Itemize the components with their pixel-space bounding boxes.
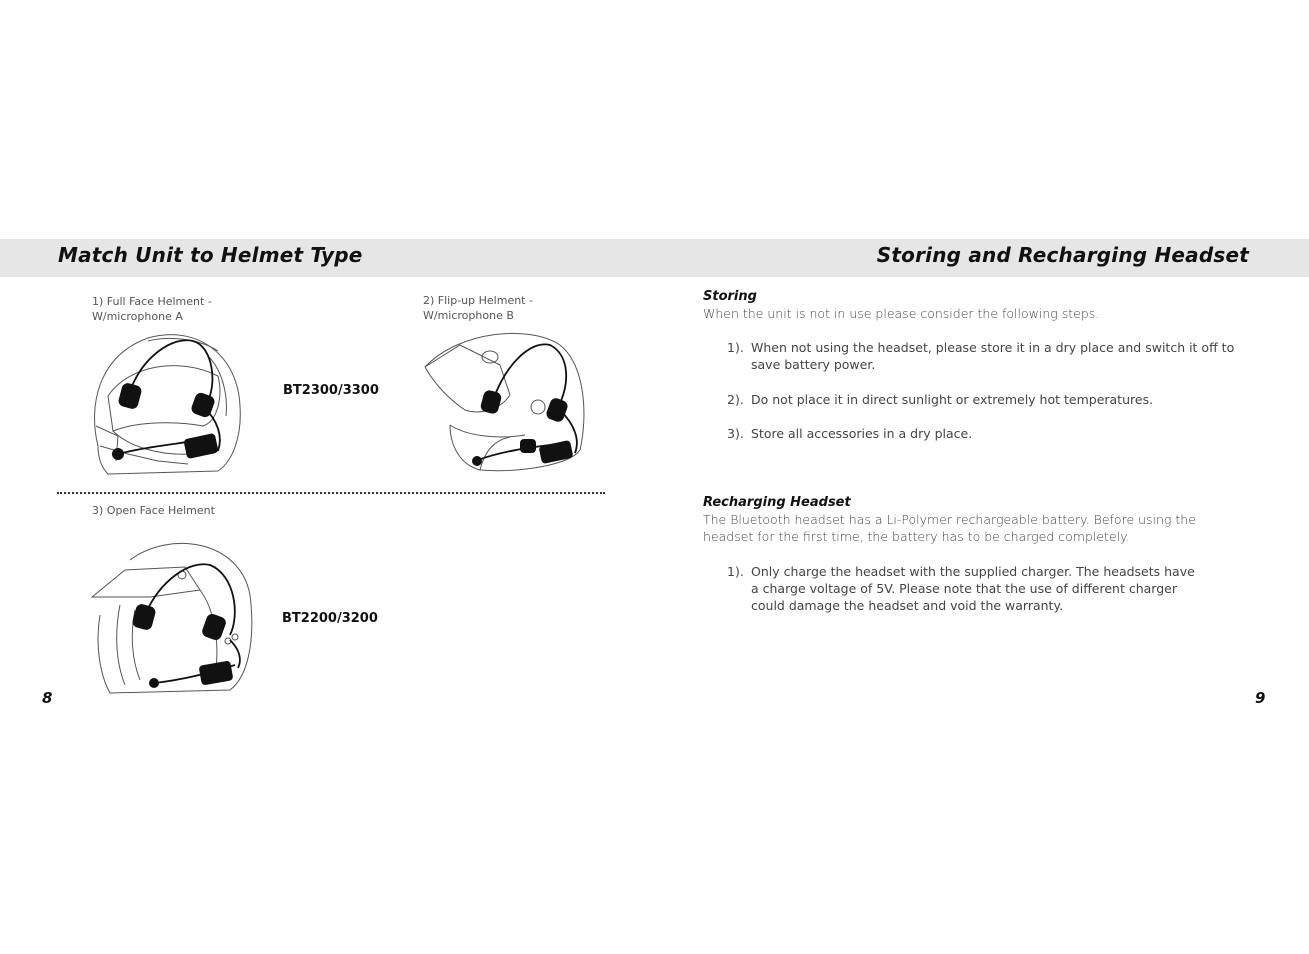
recharging-intro: The Bluetooth headset has a Li-Polymer rechargeable battery. Before using the headset for the first time, the battery has to be charged completely. [703, 512, 1196, 544]
full-face-caption-line1: 1) Full Face Helment - [92, 295, 212, 308]
storing-item-3-number: 3). [727, 426, 744, 441]
storing-item-2 [727, 391, 1257, 408]
storing-heading: Storing [703, 289, 757, 304]
storing-item-1-text: When not using the headset, please store it in a dry place and switch it off to save battery power. [751, 340, 1235, 372]
storing-item-1 [727, 339, 1257, 373]
open-face-helmet-illustration [90, 535, 255, 695]
recharging-item-1-number: 1). [727, 564, 744, 579]
right-page-title: Storing and Recharging Headset [876, 243, 1249, 267]
storing-item-3 [727, 425, 1257, 442]
recharging-item-1-text: Only charge the headset with the supplied charger. The headsets have a charge voltage of 5V. Please note that the use of different charger could damage the headset and void the warranty. [751, 564, 1195, 613]
recharging-heading: Recharging Headset [703, 495, 851, 510]
flip-up-caption-line1: 2) Flip-up Helment - [423, 294, 533, 307]
storing-item-2-number: 2). [727, 392, 744, 407]
flip-up-caption [423, 293, 533, 323]
left-page-number: 8 [42, 689, 53, 707]
model-label-bottom: BT2200/3200 [282, 611, 378, 626]
flip-up-helmet-illustration [420, 325, 588, 475]
full-face-helmet-illustration [88, 326, 243, 476]
right-page-number: 9 [1255, 689, 1266, 707]
storing-item-2-text: Do not place it in direct sunlight or extremely hot temperatures. [751, 392, 1154, 407]
storing-item-3-text: Store all accessories in a dry place. [751, 426, 973, 441]
recharging-item-1 [727, 563, 1197, 614]
section-divider [57, 492, 605, 494]
storing-item-1-number: 1). [727, 340, 744, 355]
flip-up-caption-line2: W/microphone B [423, 309, 514, 322]
full-face-caption [92, 294, 212, 324]
full-face-caption-line2: W/microphone A [92, 310, 183, 323]
storing-intro: When the unit is not in use please consider the following steps. [703, 306, 1100, 321]
open-face-caption: 3) Open Face Helment [92, 504, 215, 517]
left-page-title: Match Unit to Helmet Type [58, 243, 363, 267]
model-label-top: BT2300/3300 [283, 383, 379, 398]
